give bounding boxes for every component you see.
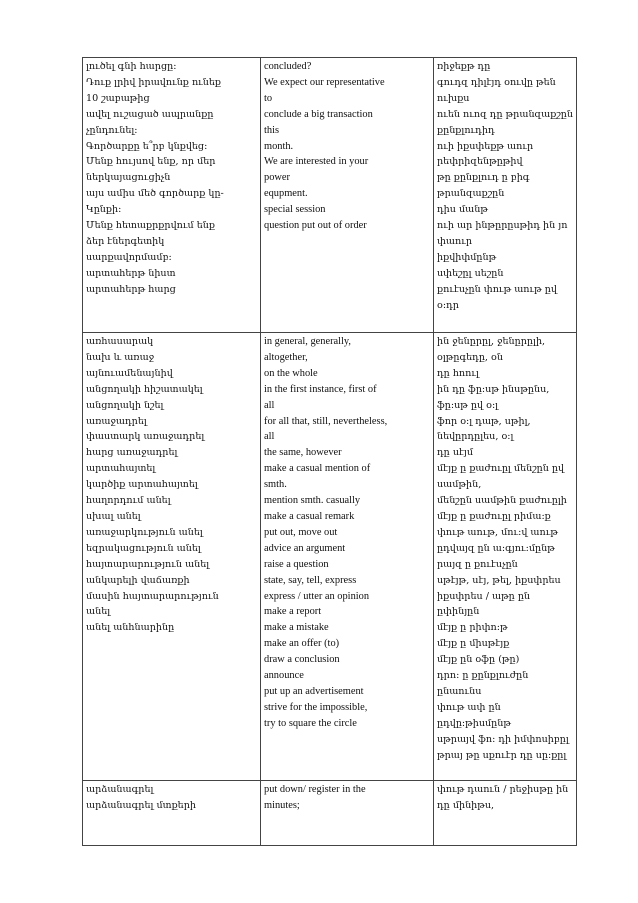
text-line: this xyxy=(264,124,280,136)
table-row xyxy=(83,58,577,333)
text-line: անցողակի հիշատակել xyxy=(86,383,203,395)
text-line: put down/ register in the xyxy=(264,784,366,795)
text-line: կարծիք արտահայտել xyxy=(86,479,198,491)
text-line: քընքլուդիդ xyxy=(437,124,495,136)
text-line: օլթըգեդը, օն xyxy=(437,351,503,363)
text-line: նախ և առաջ xyxy=(86,351,155,363)
text-line: smth. xyxy=(264,479,287,491)
text-line: արձանագրել մտքերի xyxy=(86,799,196,811)
text-line: Մենք հետաքրքրվում ենք xyxy=(86,220,215,232)
text-line: put out, move out xyxy=(264,526,338,538)
text-line: մէյք ըն օֆը (թը) xyxy=(437,654,520,666)
armenian-cell xyxy=(83,58,261,333)
text-line: question put out of order xyxy=(264,220,367,232)
text-line: minutes; xyxy=(264,799,300,811)
text-line: ձեր էներգետիկ xyxy=(86,235,165,247)
text-line: դը մինիթս, xyxy=(437,799,495,811)
text-line: on the whole xyxy=(264,367,318,379)
text-line: թրանզաքշըն xyxy=(437,188,505,200)
text-line: անկարելի վաճառքի xyxy=(86,574,190,586)
text-line: ներկայացուցիչն xyxy=(86,172,171,184)
text-line: We are interested in your xyxy=(264,156,369,168)
text-line: փութ ափ ըն xyxy=(437,701,501,713)
text-line: draw a conclusion xyxy=(264,654,340,666)
text-line: month. xyxy=(264,140,294,152)
text-line: power xyxy=(264,172,290,184)
text-line: արձանագրել xyxy=(86,784,154,795)
transliteration-cell xyxy=(434,58,577,333)
text-line: սթէյթ, սէյ, թել, իքսփրես xyxy=(437,574,561,586)
text-line: special session xyxy=(264,204,326,216)
text-line: դրո: ը քընքլուժըն xyxy=(437,670,529,682)
text-line: իքսփրես / աթը ըն xyxy=(437,590,531,602)
text-line: սարքավորմամբ: xyxy=(86,251,172,263)
text-line: ֆը:սթ ըվ օ:լ xyxy=(437,399,499,411)
text-line: մէյք ը րիփո:թ xyxy=(437,622,508,634)
text-line: Կընքի: xyxy=(86,204,122,216)
text-line: հայտարարություն անել xyxy=(86,558,210,570)
text-line: Մենք հույսով ենք, որ մեր xyxy=(86,156,216,168)
text-line: չընդունել: xyxy=(86,124,138,136)
table-body xyxy=(83,58,577,846)
text-line: put up an advertisement xyxy=(264,685,364,697)
text-line: անել անհնարինը xyxy=(86,622,175,634)
text-line: փաստարկ առաջադրել xyxy=(86,431,205,443)
text-line: ըփինյըն xyxy=(437,606,480,618)
text-line: արտահայտել xyxy=(86,463,156,475)
text-line: make a casual remark xyxy=(264,510,355,522)
text-line: եզրակացություն անել xyxy=(86,542,201,554)
text-line: equpment. xyxy=(264,188,308,200)
text-line: մէյք ը միսթէյք xyxy=(437,638,510,650)
text-line: Գործարքը ե՞րբ կնքվեց: xyxy=(86,140,208,152)
text-line: the same, however xyxy=(264,447,342,459)
text-line: անել xyxy=(86,606,111,618)
text-line: make a report xyxy=(264,606,322,618)
text-line: Դուք լրիվ իրավունք ունեք xyxy=(86,76,222,88)
text-line: րայզ ը քուէսչըն xyxy=(437,558,518,570)
text-line: մենշըն սամթին քաժուըլի xyxy=(437,495,567,507)
text-line: all xyxy=(264,399,275,411)
text-line: քուէսչըն փութ աութ ըվ xyxy=(437,283,557,295)
text-line: դիս մանթ xyxy=(437,204,488,216)
text-line: առաջարկություն անել xyxy=(86,526,203,538)
text-line: advice an argument xyxy=(264,542,346,554)
text-line: հաղորդում անել xyxy=(86,495,171,507)
text-line: անցողակի նշել xyxy=(86,399,164,411)
text-line: առհասարակ xyxy=(86,336,154,347)
text-line: make an offer (to) xyxy=(264,638,340,650)
text-line: ուի իքսփեքթ աուր xyxy=(437,140,534,152)
text-line: ին դը ֆը:սթ ինսթընս, xyxy=(437,383,550,395)
english-cell xyxy=(261,58,434,333)
text-line: in general, generally, xyxy=(264,336,352,347)
text-line: փութ դաուն / րեջիսթը ին xyxy=(437,784,569,795)
text-line: try to square the circle xyxy=(264,717,357,729)
text-line: altogether, xyxy=(264,351,308,363)
text-line: սամթին, xyxy=(437,479,482,491)
text-line: make a casual mention of xyxy=(264,463,371,475)
text-line: մասին հայտարարություն xyxy=(86,590,219,602)
text-line: փութ աութ, մու:վ աութ xyxy=(437,526,558,538)
text-line: նեվըրդըլես, օ:լ xyxy=(437,431,514,443)
text-line: այնուամենայնիվ xyxy=(86,367,173,379)
text-line: ըդվը:թիսմընթ xyxy=(437,717,511,729)
text-line: լուծել գնի հարցը: xyxy=(86,61,177,72)
text-line: ֆոր օ:լ դաթ, սթիլ, xyxy=(437,415,531,427)
text-line: We expect our representative xyxy=(264,76,385,88)
text-line: ռիջեքթ դը xyxy=(437,61,491,72)
transliteration-cell xyxy=(434,781,577,846)
text-line: state, say, tell, express xyxy=(264,574,357,586)
text-line: արտահերթ նիստ xyxy=(86,267,176,279)
text-line: օ:դր xyxy=(437,299,459,311)
text-line: մէյք ը քաժուըլ մենշըն ըվ xyxy=(437,463,565,475)
text-line: make a mistake xyxy=(264,622,329,634)
text-line: ուի ար ինթըրըսթիդ ին յո xyxy=(437,220,568,232)
text-line: conclude a big transaction xyxy=(264,108,373,120)
table-row xyxy=(83,333,577,781)
text-line: concluded? xyxy=(264,61,312,72)
text-line: իքվիփմընթ xyxy=(437,251,497,263)
text-line: այս ամիս մեծ գործարք կը- xyxy=(86,188,224,200)
text-line: սթրայվ ֆո: դի իմփոսիբըլ xyxy=(437,733,569,745)
text-line: դը սէյմ xyxy=(437,447,474,459)
text-line: ին ջենըրըլ, ջենըրըլի, xyxy=(437,336,546,347)
text-line: դը հոուլ xyxy=(437,367,479,379)
text-line: strive for the impossible, xyxy=(264,701,368,713)
table-row xyxy=(83,781,577,846)
text-line: all xyxy=(264,431,275,443)
text-line: մէյք ը քաժուըլ րիմա:ք xyxy=(437,510,551,522)
text-line: փաուր xyxy=(437,235,473,247)
text-line: ուեն ուոզ դը թրանզաքշըն xyxy=(437,108,573,120)
text-line: գուդզ դիլէյդ օուվը թեն xyxy=(437,76,556,88)
text-line: ըդվայզ ըն ա:գյու:մընթ xyxy=(437,542,555,554)
text-line: express / utter an opinion xyxy=(264,590,370,602)
text-line: ընաունս xyxy=(437,685,482,697)
text-line: թը քընքլուդ ը բիգ xyxy=(437,172,530,184)
text-line: րեփրիզենթըթիվ xyxy=(437,156,523,168)
text-line: 10 շաբաթից xyxy=(86,92,150,104)
text-line: թրայ թը սքուէր դը սը:քըլ xyxy=(437,749,567,761)
english-cell xyxy=(261,333,434,781)
armenian-cell xyxy=(83,781,261,846)
text-line: հարց առաջադրել xyxy=(86,447,178,459)
text-line: announce xyxy=(264,670,304,682)
text-line: սխալ անել xyxy=(86,510,141,522)
text-line: առաջադրել xyxy=(86,415,147,427)
text-line: սփեշըլ սեշըն xyxy=(437,267,504,279)
vocabulary-table xyxy=(82,57,577,846)
armenian-cell xyxy=(83,333,261,781)
text-line: ավել ուշացած ապրանքը xyxy=(86,108,214,120)
transliteration-cell xyxy=(434,333,577,781)
text-line: for all that, still, nevertheless, xyxy=(264,415,388,427)
english-cell xyxy=(261,781,434,846)
text-line: raise a question xyxy=(264,558,329,570)
text-line: to xyxy=(264,92,273,104)
text-line: արտահերթ հարց xyxy=(86,283,176,295)
text-line: in the first instance, first of xyxy=(264,383,377,395)
text-line: mention smth. casually xyxy=(264,495,361,507)
text-line: ուխքս xyxy=(437,92,470,104)
